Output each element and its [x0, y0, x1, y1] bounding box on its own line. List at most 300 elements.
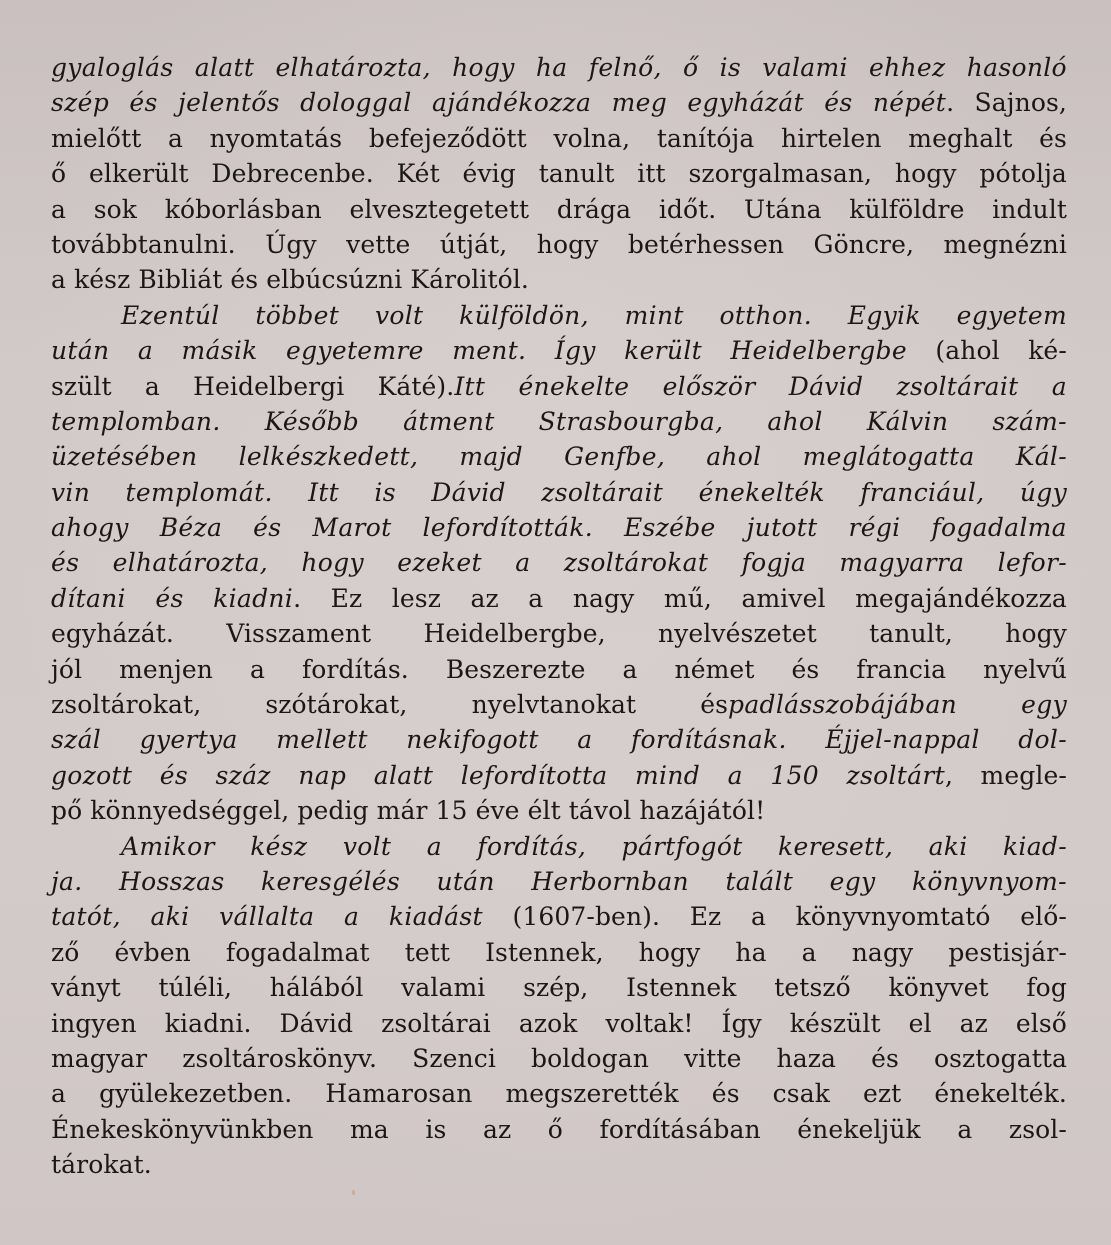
word-group — [824, 85, 852, 120]
word: tett — [404, 937, 451, 967]
word: a — [51, 265, 67, 295]
word-group — [119, 864, 225, 899]
word-group — [1026, 970, 1067, 1005]
word: és — [700, 690, 729, 720]
word-group — [983, 652, 1067, 687]
word-group — [219, 899, 314, 934]
paper-stain — [352, 1190, 355, 1195]
word-group — [378, 369, 486, 404]
italic-word: szép — [51, 88, 109, 118]
italic-word: aki — [928, 831, 968, 861]
word-group — [992, 192, 1067, 227]
word: , — [944, 760, 953, 790]
word-group — [873, 85, 954, 120]
show-through-text — [800, 1160, 1080, 1220]
italic-word: egyetem — [956, 300, 1067, 330]
word-group — [555, 333, 596, 368]
italic-word: egyetemre — [286, 336, 424, 366]
paragraph — [51, 50, 1067, 298]
word-group — [1005, 616, 1067, 651]
word: pedig — [297, 796, 369, 826]
word-group — [412, 1041, 496, 1076]
word-group — [459, 298, 589, 333]
word: az — [470, 583, 499, 613]
word-group — [275, 50, 430, 85]
italic-word: először — [662, 371, 756, 401]
italic-word: régi — [848, 513, 901, 543]
word-group — [513, 899, 661, 934]
word: megle- — [980, 760, 1067, 790]
word-group — [138, 262, 222, 297]
word: ezt — [863, 1079, 902, 1109]
word-group — [847, 758, 953, 793]
word-group — [770, 758, 819, 793]
word-group — [349, 192, 529, 227]
text-line — [51, 758, 1067, 793]
word: pestisjár- — [948, 937, 1067, 967]
word-group — [706, 439, 761, 474]
word-group — [589, 50, 662, 85]
word: Hamarosan — [325, 1079, 473, 1109]
word-group — [51, 369, 112, 404]
word-group — [121, 298, 220, 333]
italic-word: és — [159, 760, 188, 790]
italic-word: Itt — [308, 477, 340, 507]
word-group — [1020, 899, 1067, 934]
word-group — [51, 1006, 137, 1041]
italic-word: nap — [298, 760, 347, 790]
word: lesz — [391, 583, 441, 613]
word-group — [981, 758, 1067, 793]
word: fog — [1026, 973, 1067, 1003]
word: francia — [856, 654, 947, 684]
word: Káté). — [377, 371, 455, 401]
word: Visszament — [226, 619, 372, 649]
text-line — [51, 581, 1067, 616]
word-group — [331, 581, 363, 616]
italic-word: felnő, — [588, 53, 662, 82]
italic-word: ahol — [767, 406, 823, 436]
italic-word: ezeket — [397, 548, 482, 578]
italic-word: hogy — [301, 548, 364, 578]
word: amivel — [741, 583, 826, 613]
word-group — [51, 1147, 152, 1182]
word-group — [160, 758, 188, 793]
word-group — [867, 404, 949, 439]
italic-word: dítani — [51, 583, 126, 613]
italic-word: ajándékozza — [431, 88, 592, 118]
word-group — [397, 156, 440, 191]
word-group — [226, 935, 370, 970]
word-group — [459, 439, 523, 474]
word-group — [250, 829, 307, 864]
word-group — [239, 439, 419, 474]
word-group — [436, 793, 468, 828]
word-group — [852, 935, 914, 970]
italic-word: templomban. — [51, 406, 221, 436]
word-group — [51, 85, 109, 120]
italic-word: Strasbourgba, — [538, 406, 724, 436]
word-group — [948, 935, 1067, 970]
word: . — [946, 88, 955, 118]
word-group — [51, 475, 90, 510]
word-group — [802, 935, 817, 970]
word-group — [658, 616, 817, 651]
word-group — [265, 687, 407, 722]
word-group — [377, 793, 428, 828]
word: boldogan — [531, 1043, 649, 1073]
word-group — [138, 333, 153, 368]
word-group — [113, 545, 268, 580]
word: jól — [51, 654, 83, 684]
italic-word: vin — [51, 477, 91, 507]
word: hogy — [536, 229, 599, 259]
word-group — [675, 652, 755, 687]
word-group — [860, 475, 984, 510]
word-group — [863, 1076, 901, 1111]
italic-word: alatt — [194, 53, 255, 82]
italic-word: nekifogott — [406, 725, 539, 755]
word-group — [280, 1006, 354, 1041]
word-group — [1028, 333, 1067, 368]
italic-word: és — [129, 88, 158, 118]
italic-word: jutott — [746, 513, 818, 543]
word: Debrecenbe. — [211, 159, 374, 189]
word: ző — [51, 937, 80, 967]
word-group — [830, 864, 876, 899]
word-group — [51, 864, 83, 899]
word-group — [735, 935, 766, 970]
word-group — [767, 404, 822, 439]
word-group — [998, 545, 1067, 580]
word: ványt — [51, 973, 121, 1003]
word-group — [747, 510, 818, 545]
word: ő — [51, 159, 67, 189]
word: volna, — [553, 123, 631, 153]
word-group — [553, 121, 630, 156]
word-group — [871, 1041, 899, 1076]
word-group — [659, 192, 717, 227]
word-group — [51, 722, 101, 757]
word-group — [931, 510, 1066, 545]
word-group — [51, 1041, 147, 1076]
word-group — [226, 616, 371, 651]
word-group — [405, 935, 450, 970]
word-group — [1016, 439, 1067, 474]
word: tanult — [538, 159, 615, 189]
word-group — [261, 864, 400, 899]
word-group — [51, 439, 197, 474]
text-line — [51, 85, 1067, 120]
word: zsoltárokat, — [51, 690, 202, 720]
word-group — [869, 616, 953, 651]
word-group — [270, 970, 364, 1005]
word-group — [774, 970, 851, 1005]
word: Úgy — [265, 229, 317, 259]
word-group — [889, 970, 989, 1005]
word: fordítás. — [301, 654, 409, 684]
italic-word: 150 — [770, 760, 819, 790]
word-group — [528, 581, 543, 616]
word-group — [403, 404, 494, 439]
word-group — [350, 1112, 389, 1147]
word-group — [160, 510, 222, 545]
word: nyomtatás — [209, 123, 343, 153]
word: külföldre — [849, 194, 965, 224]
word-group — [485, 935, 604, 970]
word-group — [381, 1006, 491, 1041]
word-group — [528, 793, 561, 828]
word-group — [639, 935, 701, 970]
italic-word: Később — [264, 406, 360, 436]
word-group — [992, 404, 1067, 439]
text-line — [51, 1112, 1067, 1147]
word: ké- — [1028, 336, 1067, 366]
text-line — [51, 227, 1067, 262]
word: hogy — [638, 937, 701, 967]
word: Énekeskönyvünkben — [51, 1114, 314, 1144]
word-group — [791, 652, 819, 687]
text-line — [51, 864, 1067, 899]
word: itt — [637, 159, 666, 189]
italic-word: zsoltárait — [541, 477, 664, 507]
word-group — [343, 829, 391, 864]
word-group — [182, 1041, 377, 1076]
word: nagy — [572, 583, 635, 613]
word: a — [51, 1079, 67, 1109]
word: menjen — [119, 654, 213, 684]
italic-word: kiadni — [213, 583, 294, 613]
word-group — [773, 1076, 830, 1111]
italic-word: a — [344, 902, 360, 932]
word-group — [471, 581, 499, 616]
word-group — [51, 510, 129, 545]
word-group — [51, 227, 236, 262]
word-group — [51, 581, 126, 616]
word-group — [742, 545, 806, 580]
word-group — [51, 1112, 313, 1147]
word-group — [849, 192, 964, 227]
word-group — [51, 687, 201, 722]
word-group — [255, 298, 339, 333]
italic-word: Eszébe — [623, 513, 716, 543]
italic-word: dologgal — [300, 88, 412, 118]
word-group — [1020, 475, 1067, 510]
italic-word: és — [824, 88, 853, 118]
word-group — [623, 652, 638, 687]
word-group — [741, 581, 825, 616]
word-group — [569, 793, 632, 828]
word-group — [155, 581, 183, 616]
italic-word: Így — [554, 336, 596, 366]
word-group — [700, 687, 957, 722]
word-group — [51, 262, 66, 297]
italic-word: hogy — [452, 53, 515, 82]
word-group — [410, 262, 529, 297]
book-page — [51, 50, 1067, 1183]
word-group — [635, 758, 700, 793]
word: és — [871, 1043, 899, 1073]
word-group — [539, 404, 724, 439]
word-group — [431, 475, 506, 510]
word-group — [297, 793, 368, 828]
word-group — [564, 439, 665, 474]
word-group — [1021, 687, 1067, 722]
word-group — [523, 970, 588, 1005]
italic-word: talált — [725, 866, 794, 896]
word-group — [541, 475, 663, 510]
word-group — [929, 829, 968, 864]
italic-word: alatt — [373, 760, 434, 790]
word: tetsző — [774, 973, 851, 1003]
word: Bibliát — [138, 265, 223, 295]
word-group — [762, 50, 847, 85]
word-group — [90, 793, 289, 828]
word-group — [425, 1112, 446, 1147]
word-group — [573, 581, 635, 616]
text-line — [51, 935, 1067, 970]
italic-word: zsoltárokat — [563, 548, 709, 578]
italic-word: ja. — [51, 866, 83, 896]
word: élt — [527, 796, 561, 826]
italic-word: tatót, — [51, 902, 121, 932]
word: az — [482, 1114, 512, 1144]
word-group — [374, 475, 395, 510]
italic-word: többet — [255, 300, 340, 330]
text-line — [51, 616, 1067, 651]
word-group — [687, 85, 803, 120]
word: hazájától! — [639, 796, 766, 826]
italic-word: Dávid — [788, 371, 864, 401]
word: és — [711, 1079, 740, 1109]
word: készült — [789, 1008, 881, 1038]
word: mű, — [663, 583, 712, 613]
italic-word: száz — [215, 760, 271, 790]
word: elvesztegetett — [349, 194, 530, 224]
word: a — [750, 902, 766, 932]
word-group — [934, 1041, 1067, 1076]
word-group — [944, 227, 1067, 262]
word-group — [300, 85, 411, 120]
word-group — [230, 262, 258, 297]
text-line — [51, 50, 1067, 85]
word-group — [1018, 722, 1067, 757]
italic-word: énekelte — [518, 371, 630, 401]
word: nagy — [851, 937, 914, 967]
word-group — [265, 404, 360, 439]
word-group — [628, 227, 784, 262]
word: el — [908, 1008, 932, 1038]
text-line — [51, 475, 1067, 510]
word: kiadni. — [164, 1008, 252, 1038]
word: szült — [51, 371, 112, 401]
word-group — [796, 899, 991, 934]
word: tárokat. — [51, 1150, 152, 1180]
word: (1607-ben). — [512, 902, 661, 932]
word: a — [801, 937, 817, 967]
word: tanult, — [869, 619, 953, 649]
word: hogy — [1005, 619, 1067, 649]
word-group — [461, 758, 608, 793]
word-group — [427, 829, 442, 864]
word-group — [51, 793, 82, 828]
word: könyvnyomtató — [795, 902, 991, 932]
word-group — [51, 1076, 66, 1111]
word: meghalt — [908, 123, 1013, 153]
word-group — [684, 1041, 742, 1076]
word-group — [476, 793, 520, 828]
word: csak — [772, 1079, 830, 1109]
word-group — [51, 404, 221, 439]
word: Sajnos, — [974, 88, 1067, 118]
italic-word: a — [1051, 371, 1067, 401]
italic-word: kiad- — [1002, 831, 1067, 861]
italic-word: fordításnak. — [630, 725, 787, 755]
italic-word: gozott — [51, 760, 133, 790]
word: a — [51, 194, 67, 224]
word: az — [959, 1008, 988, 1038]
word: a — [167, 123, 183, 153]
word: fordításában — [599, 1114, 761, 1144]
word: pótolja — [979, 159, 1067, 189]
word-group — [1009, 1112, 1067, 1147]
word: megajándékozza — [855, 583, 1067, 613]
italic-word: után — [51, 336, 110, 366]
word-group — [159, 970, 233, 1005]
word-group — [298, 758, 346, 793]
word-group — [895, 156, 957, 191]
italic-word: a — [515, 548, 531, 578]
text-line — [51, 1041, 1067, 1076]
word-group — [51, 545, 79, 580]
word-group — [51, 758, 132, 793]
word-group — [286, 333, 424, 368]
word: azok — [518, 1008, 578, 1038]
italic-word: is — [719, 53, 742, 82]
text-line — [51, 970, 1067, 1005]
word-group — [94, 192, 137, 227]
word-group — [114, 935, 190, 970]
italic-word: keresgélés — [261, 866, 400, 896]
word-group — [722, 1006, 762, 1041]
italic-word: Egyik — [847, 300, 921, 330]
text-line — [51, 829, 1067, 864]
word-group — [957, 298, 1067, 333]
word: könnyedséggel, — [90, 796, 290, 826]
word-group — [781, 121, 882, 156]
italic-word: Heidelbergbe — [730, 336, 907, 366]
word-group — [121, 829, 215, 864]
text-line — [51, 439, 1067, 474]
word: éve — [475, 796, 520, 826]
word-group — [302, 652, 409, 687]
italic-word: meglátogatta — [802, 442, 975, 472]
word: Heidelbergi — [193, 371, 345, 401]
word-group — [908, 121, 1012, 156]
word: vette — [346, 229, 411, 259]
word-group — [51, 156, 66, 191]
word: szorgalmasan, — [688, 159, 873, 189]
italic-word: hasonló — [966, 53, 1067, 82]
word: elkerült — [88, 159, 189, 189]
word: sok — [93, 194, 138, 224]
italic-word: Amikor — [121, 831, 215, 861]
word-group — [1052, 369, 1067, 404]
word-group — [424, 616, 606, 651]
word: évben — [114, 937, 191, 967]
word-group — [401, 970, 485, 1005]
italic-word: után — [436, 866, 495, 896]
